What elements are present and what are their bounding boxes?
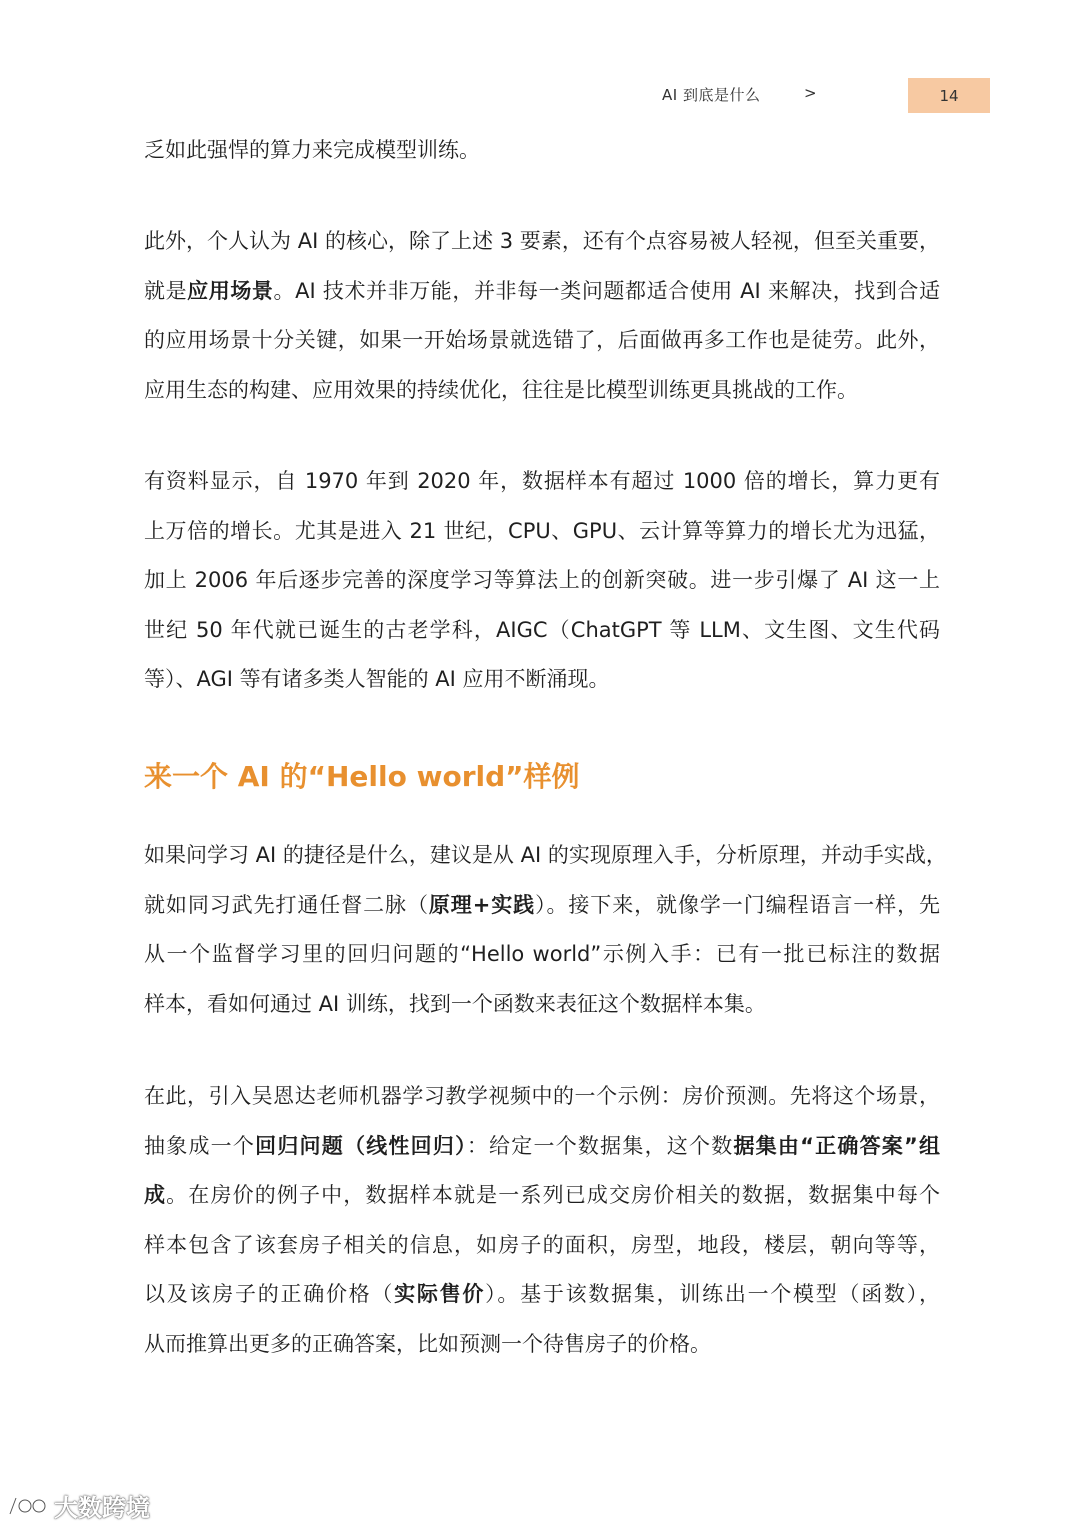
paragraph-2 xyxy=(144,457,940,705)
paragraph-line xyxy=(144,267,940,317)
paragraph-line: 世纪 50 年代就已诞生的古老学科，AIGC（ChatGPT 等 LLM、文生图、文生代码 xyxy=(144,617,940,642)
watermark xyxy=(6,1488,150,1523)
text-run: 。在房价的例子中，数据样本就是一系列已成交房价相关的数据，数据集中每个 xyxy=(166,1183,941,1208)
paragraph-line: 上万倍的增长。尤其是进入 21 世纪，CPU、GPU、云计算等算力的增长尤为迅猛， xyxy=(144,518,940,543)
paragraph-line xyxy=(144,1171,940,1221)
bold-term: 实际售价 xyxy=(394,1282,486,1307)
text-run: 就是 xyxy=(144,278,188,303)
breadcrumb-chevron-icon: > xyxy=(804,84,817,102)
bold-term: 成 xyxy=(144,1183,167,1208)
text-run: 就如同习武先打通任督二脉（ xyxy=(144,892,429,917)
paragraph-3 xyxy=(144,831,947,1029)
paragraph-line: 样本包含了该套房子相关的信息，如房子的面积，房型，地段，楼层，朝向等等， xyxy=(144,1232,940,1257)
paragraph-line: 如果问学习 AI 的捷径是什么，建议是从 AI 的实现原理入手，分析原理，并动手实战， xyxy=(144,843,947,867)
paragraph-line: 从一个监督学习里的回归问题的“Hello world”示例入手：已有一批已标注的数据 xyxy=(144,942,940,967)
text-run: ）。接下来，就像学一门编程语言一样，先 xyxy=(535,892,941,917)
paragraph-line: 从而推算出更多的正确答案，比如预测一个待售房子的价格。 xyxy=(144,1331,711,1356)
paragraph-line: 在此，引入吴恩达老师机器学习教学视频中的一个示例：房价预测。先将这个场景， xyxy=(144,1084,940,1108)
bold-term: 应用场景 xyxy=(187,278,274,303)
paragraph-4 xyxy=(144,1072,940,1370)
paragraph-line xyxy=(144,881,940,931)
paragraph-1 xyxy=(144,217,940,415)
text-run: ）。基于该数据集，训练出一个模型（函数）， xyxy=(485,1282,941,1307)
brand-logo-icon xyxy=(6,1492,50,1520)
breadcrumb: AI 到底是什么 xyxy=(662,86,761,104)
bold-term: 原理+实践 xyxy=(428,892,536,917)
watermark-text: 大数跨境 xyxy=(54,1494,150,1522)
paragraph-line: 的应用场景十分关键，如果一开始场景就选错了，后面做再多工作也是徒劳。此外， xyxy=(144,328,940,353)
paragraph-line: 加上 2006 年后逐步完善的深度学习等算法上的创新突破。进一步引爆了 AI 这一上 xyxy=(144,568,940,593)
page-number: 14 xyxy=(939,86,959,105)
text-run: ：给定一个数据集，这个数 xyxy=(466,1133,734,1158)
page-number-badge xyxy=(908,78,990,113)
paragraph-line: 乏如此强悍的算力来完成模型训练。 xyxy=(144,138,480,162)
bold-term: 回归问题（线性回归） xyxy=(255,1133,467,1158)
paragraph-line: 等）、AGI 等有诸多类人智能的 AI 应用不断涌现。 xyxy=(144,667,610,692)
paragraph-line: 样本，看如何通过 AI 训练，找到一个函数来表征这个数据样本集。 xyxy=(144,991,766,1016)
paragraph-line: 此外，个人认为 AI 的核心，除了上述 3 要素，还有个点容易被人轻视，但至关重要， xyxy=(144,229,940,253)
paragraph-line: 应用生态的构建、应用效果的持续优化，往往是比模型训练更具挑战的工作。 xyxy=(144,377,858,402)
paragraph-0 xyxy=(144,126,940,176)
text-run: 抽象成一个 xyxy=(144,1133,256,1158)
section-heading: 来一个 AI 的“Hello world”样例 xyxy=(144,760,580,793)
text-run: 。AI 技术并非万能，并非每一类问题都适合使用 AI 来解决，找到合适 xyxy=(273,278,941,303)
bold-term: 据集由“正确答案”组 xyxy=(733,1133,941,1158)
paragraph-line xyxy=(144,1270,940,1320)
paragraph-line xyxy=(144,1122,940,1172)
text-run: 以及该房子的正确价格（ xyxy=(144,1282,395,1307)
paragraph-line: 有资料显示，自 1970 年到 2020 年，数据样本有超过 1000 倍的增长，算力更有 xyxy=(144,469,940,493)
